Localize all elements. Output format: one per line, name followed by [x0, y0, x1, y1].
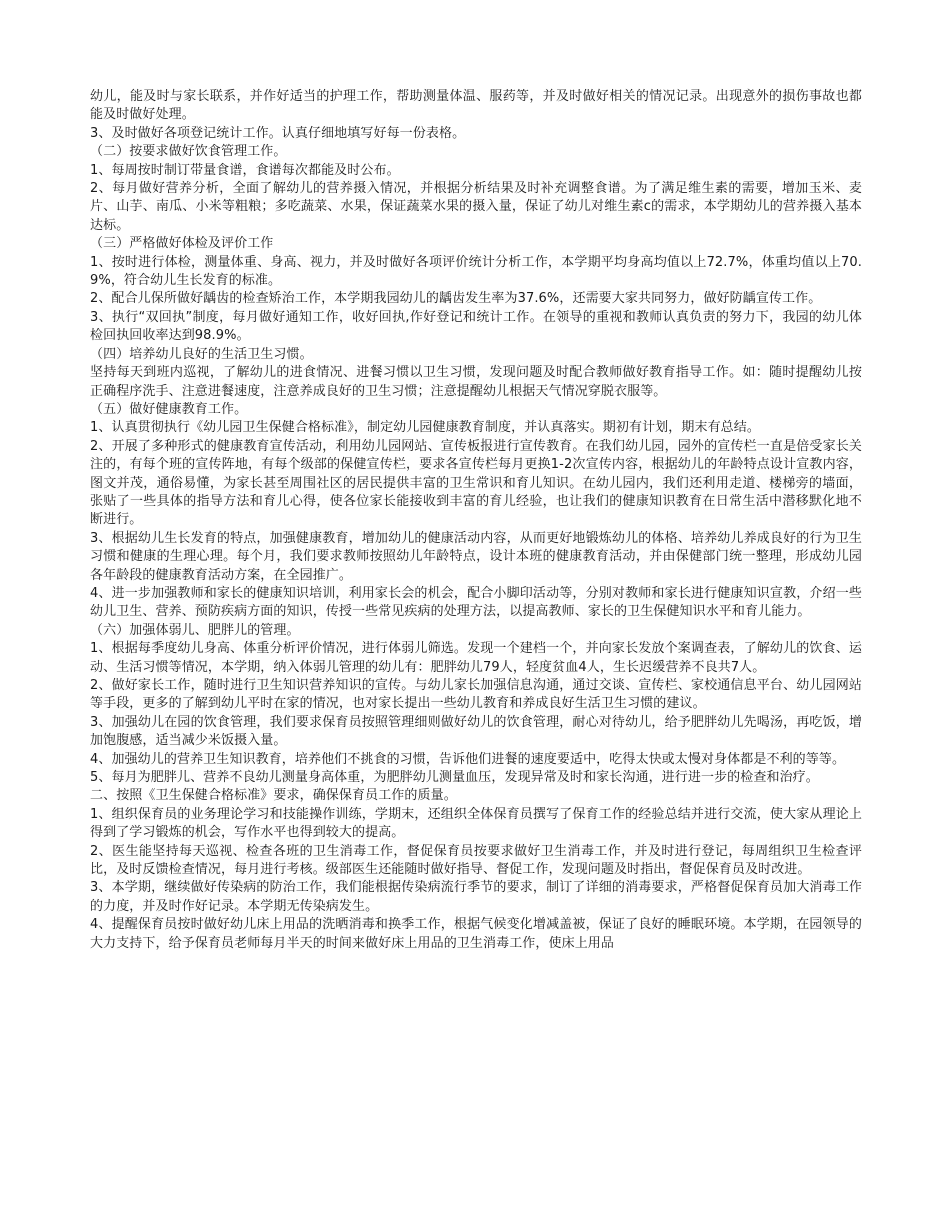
section-heading: 二、按照《卫生保健合格标准》要求，确保保育员工作的质量。 [90, 788, 457, 804]
paragraph: 2、开展了多种形式的健康教育宣传活动，利用幼儿园网站、宣传板报进行宣传教育。在我们幼儿园，园外的宣传栏一直是倍受家长关注的，有每个班的宣传阵地，有每个级部的保健宣传栏，要求各宣传栏每月更换1-2次宣传内容，根据幼儿的年龄特点设计宣教内容，图文并茂，通俗易懂，为家长甚至周围社区的居民提供丰富的卫生常识和育儿知识。在幼儿园内，我们还利用走道、楼梯旁的墙面，张贴了一些具体的指导方法和育儿心得，使各位家长能接收到丰富的育儿经验，也让我们的健康知识教育在日常生活中潜移默化地不断进行。 [90, 438, 862, 528]
paragraph: 1、根据每季度幼儿身高、体重分析评价情况，进行体弱儿筛选。发现一个建档一个，并向家长发放个案调查表，了解幼儿的饮食、运动、生活习惯等情况，本学期，纳入体弱儿管理的幼儿有：肥胖幼儿79人，轻度贫血4人，生长迟缓营养不良共7人。 [90, 641, 862, 675]
paragraph: 1、组织保育员的业务理论学习和技能操作训练，学期末，还组织全体保育员撰写了保育工作的经验总结并进行交流，使大家从理论上得到了学习锻炼的机会，写作水平也得到较大的提高。 [90, 806, 862, 841]
paragraph: 3、根据幼儿生长发育的特点，加强健康教育，增加幼儿的健康活动内容，从而更好地锻炼幼儿的体格、培养幼儿养成良好的行为卫生习惯和健康的生理心理。每个月，我们要求教师按照幼儿年龄特点，设计本班的健康教育活动，并由保健部门统一整理，形成幼儿园各年龄段的健康教育活动方案，在全园推广。 [90, 530, 862, 583]
document-page [90, 88, 862, 953]
paragraph: 3、本学期，继续做好传染病的防治工作，我们能根据传染病流行季节的要求，制订了详细的消毒要求，严格督促保育员加大消毒工作的力度，并及时作好记录。本学期无传染病发生。 [90, 880, 862, 914]
section-heading: （六）加强体弱儿、肥胖儿的管理。 [90, 622, 300, 638]
paragraph: 3、执行“双回执”制度，每月做好通知工作，收好回执,作好登记和统计工作。在领导的重视和教师认真负责的努力下，我园的幼儿体检回执回收率达到98.9%。 [90, 309, 862, 344]
paragraph: 1、认真贯彻执行《幼儿园卫生保健合格标准》，制定幼儿园健康教育制度，并认真落实。期初有计划，期末有总结。 [90, 420, 760, 436]
paragraph: 3、加强幼儿在园的饮食管理，我们要求保育员按照管理细则做好幼儿的饮食管理，耐心对待幼儿，给予肥胖幼儿先喝汤，再吃饭，增加饱腹感，适当减少米饭摄入量。 [90, 714, 862, 749]
paragraph: 4、进一步加强教师和家长的健康知识培训，利用家长会的机会，配合小脚印活动等，分别对教师和家长进行健康知识宣教，介绍一些幼儿卫生、营养、预防疾病方面的知识，传授一些常见疾病的处理方法，以提高教师、家长的卫生保健知识水平和育儿能力。 [90, 585, 862, 620]
paragraph: 3、及时做好各项登记统计工作。认真仔细地填写好每一份表格。 [90, 125, 466, 141]
paragraph: 2、配合儿保所做好龋齿的检查矫治工作，本学期我园幼儿的龋齿发生率为37.6%，还需要大家共同努力，做好防龋宣传工作。 [90, 291, 822, 307]
section-heading: （三）严格做好体检及评价工作 [90, 236, 274, 252]
paragraph: 幼儿，能及时与家长联系，并作好适当的护理工作，帮助测量体温、服药等，并及时做好相关的情况记录。出现意外的损伤事故也都能及时做好处理。 [90, 89, 862, 123]
paragraph: 坚持每天到班内巡视，了解幼儿的进食情况、进餐习惯以卫生习惯，发现问题及时配合教师做好教育指导工作。如：随时提醒幼儿按正确程序洗手、注意进餐速度，注意养成良好的卫生习惯；注意提醒幼儿根据天气情况穿脱衣服等。 [90, 365, 862, 399]
paragraph: 5、每月为肥胖儿、营养不良幼儿测量身高体重，为肥胖幼儿测量血压，发现异常及时和家长沟通，进行进一步的检查和治疗。 [90, 770, 819, 786]
paragraph: 4、加强幼儿的营养卫生知识教育，培养他们不挑食的习惯，告诉他们进餐的速度要适中，吃得太快或太慢对身体都是不利的等等。 [90, 751, 846, 767]
section-heading: （五）做好健康教育工作。 [90, 401, 248, 417]
paragraph: 1、每周按时制订带量食谱，食谱每次都能及时公布。 [90, 162, 400, 178]
section-heading: （四）培养幼儿良好的生活卫生习惯。 [90, 346, 313, 362]
paragraph: 1、按时进行体检，测量体重、身高、视力，并及时做好各项评价统计分析工作，本学期平均身高均值以上72.7%，体重均值以上70.9%，符合幼儿生长发育的标准。 [90, 254, 862, 289]
paragraph: 2、每月做好营养分析，全面了解幼儿的营养摄入情况，并根据分析结果及时补充调整食谱。为了满足维生素的需要，增加玉米、麦片、山芋、南瓜、小米等粗粮；多吃蔬菜、水果，保证蔬菜水果的摄入量，保证了幼儿对维生素c的需求，本学期幼儿的营养摄入基本达标。 [90, 181, 862, 233]
paragraph: 4、提醒保育员按时做好幼儿床上用品的洗晒消毒和换季工作，根据气候变化增减盖被，保证了良好的睡眠环境。本学期，在园领导的大力支持下，给予保育员老师每月半天的时间来做好床上用品的卫生消毒工作，使床上用品 [90, 917, 862, 951]
paragraph: 2、做好家长工作，随时进行卫生知识营养知识的宣传。与幼儿家长加强信息沟通，通过交谈、宣传栏、家校通信息平台、幼儿园网站等手段，更多的了解到幼儿平时在家的情况，也对家长提出一些幼儿教育和养成良好生活卫生习惯的建议。 [90, 678, 862, 712]
paragraph: 2、医生能坚持每天巡视、检查各班的卫生消毒工作，督促保育员按要求做好卫生消毒工作，并及时进行登记，每周组织卫生检查评比，及时反馈检查情况，每月进行考核。级部医生还能随时做好指导、督促工作，发现问题及时指出，督促保育员及时改进。 [90, 843, 862, 878]
section-heading: （二）按要求做好饮食管理工作。 [90, 144, 287, 160]
